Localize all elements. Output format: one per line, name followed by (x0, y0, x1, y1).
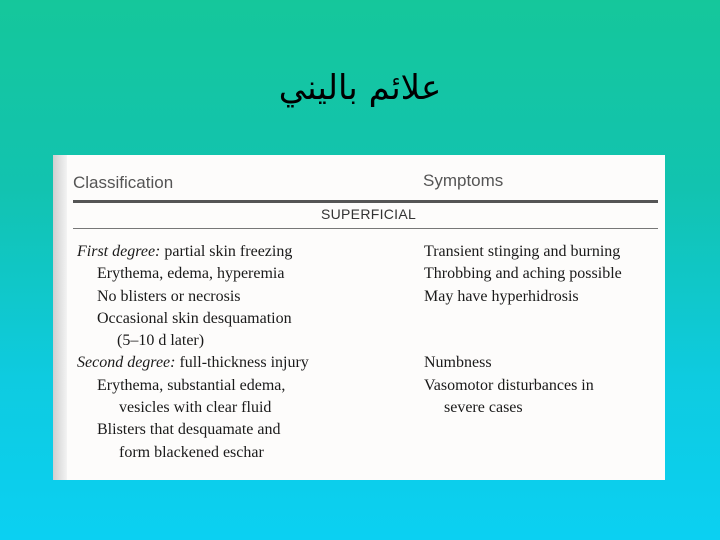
symptom-line: Throbbing and aching possible (424, 265, 622, 283)
scanned-table-image (53, 155, 665, 480)
header-rule (73, 200, 658, 203)
slide-title: علائم باليني (278, 68, 442, 108)
spacer (424, 330, 664, 352)
section-rule (73, 228, 658, 229)
classification-line: form blackened eschar (119, 443, 264, 461)
symptom-line: Transient stinging and burning (424, 243, 621, 260)
symptom-line: Numbness (424, 354, 492, 372)
spacer (424, 308, 664, 330)
classification-line: (5–10 d later) (117, 332, 205, 350)
symptom-line: Vasomotor disturbances in (424, 376, 594, 394)
second-degree-text: full-thickness injury (175, 354, 309, 372)
first-degree-text: partial skin freezing (160, 243, 293, 260)
classification-line: No blisters or necrosis (97, 287, 241, 305)
first-degree-row (77, 241, 377, 263)
classification-line: Occasional skin desquamation (97, 309, 292, 327)
classification-line: Erythema, edema, hyperemia (97, 265, 285, 283)
symptom-line: severe cases (444, 399, 523, 417)
symptoms-header: Symptoms (423, 171, 504, 190)
classification-column (77, 241, 377, 464)
first-degree-label: First degree: (77, 243, 161, 260)
classification-line: vesicles with clear fluid (119, 399, 272, 417)
second-degree-label: Second degree: (77, 354, 176, 372)
table-header (73, 167, 658, 201)
classification-line: Erythema, substantial edema, (97, 376, 286, 394)
scan-edge (53, 155, 67, 480)
symptoms-column (424, 241, 664, 419)
section-label: SUPERFICIAL (321, 206, 417, 222)
classification-header: Classification (73, 173, 174, 192)
symptom-line: May have hyperhidrosis (424, 287, 579, 305)
second-degree-row (77, 352, 377, 374)
classification-line: Blisters that desquamate and (97, 421, 281, 439)
